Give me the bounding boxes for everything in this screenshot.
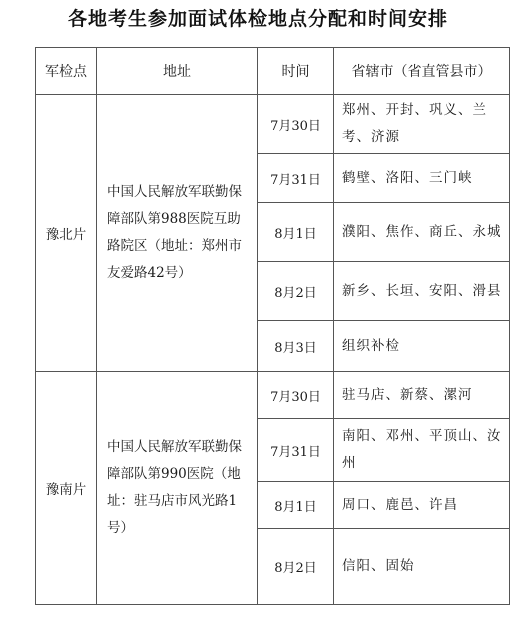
city-cell: 信阳、固始 (334, 529, 510, 605)
north-post: 豫北片 (36, 95, 97, 372)
header-city: 省辖市（省直管县市） (334, 48, 510, 95)
header-row (36, 48, 510, 95)
header-time: 时间 (258, 48, 334, 95)
time-cell: 7月31日 (258, 154, 334, 203)
table-row (36, 372, 510, 419)
time-cell: 7月31日 (258, 419, 334, 482)
header-post: 军检点 (36, 48, 97, 95)
table-row (36, 95, 510, 154)
city-cell: 南阳、邓州、平顶山、汝州 (334, 419, 510, 482)
south-address: 中国人民解放军联勤保障部队第990医院（地址：驻马店市风光路1号） (97, 372, 258, 605)
header-address: 地址 (97, 48, 258, 95)
city-cell: 组织补检 (334, 321, 510, 372)
city-cell: 鹤壁、洛阳、三门峡 (334, 154, 510, 203)
city-cell: 新乡、长垣、安阳、滑县 (334, 262, 510, 321)
city-cell: 濮阳、焦作、商丘、永城 (334, 203, 510, 262)
page-title: 各地考生参加面试体检地点分配和时间安排 (67, 8, 448, 30)
city-cell: 周口、鹿邑、许昌 (334, 482, 510, 529)
time-cell: 7月30日 (258, 372, 334, 419)
south-post: 豫南片 (36, 372, 97, 605)
time-cell: 7月30日 (258, 95, 334, 154)
city-cell: 驻马店、新蔡、漯河 (334, 372, 510, 419)
time-cell: 8月2日 (258, 262, 334, 321)
time-cell: 8月1日 (258, 203, 334, 262)
city-cell: 郑州、开封、巩义、兰考、济源 (334, 95, 510, 154)
time-cell: 8月3日 (258, 321, 334, 372)
north-address: 中国人民解放军联勤保障部队第988医院互助路院区（地址：郑州市友爱路42号） (97, 95, 258, 372)
schedule-table (35, 47, 510, 605)
time-cell: 8月1日 (258, 482, 334, 529)
time-cell: 8月2日 (258, 529, 334, 605)
